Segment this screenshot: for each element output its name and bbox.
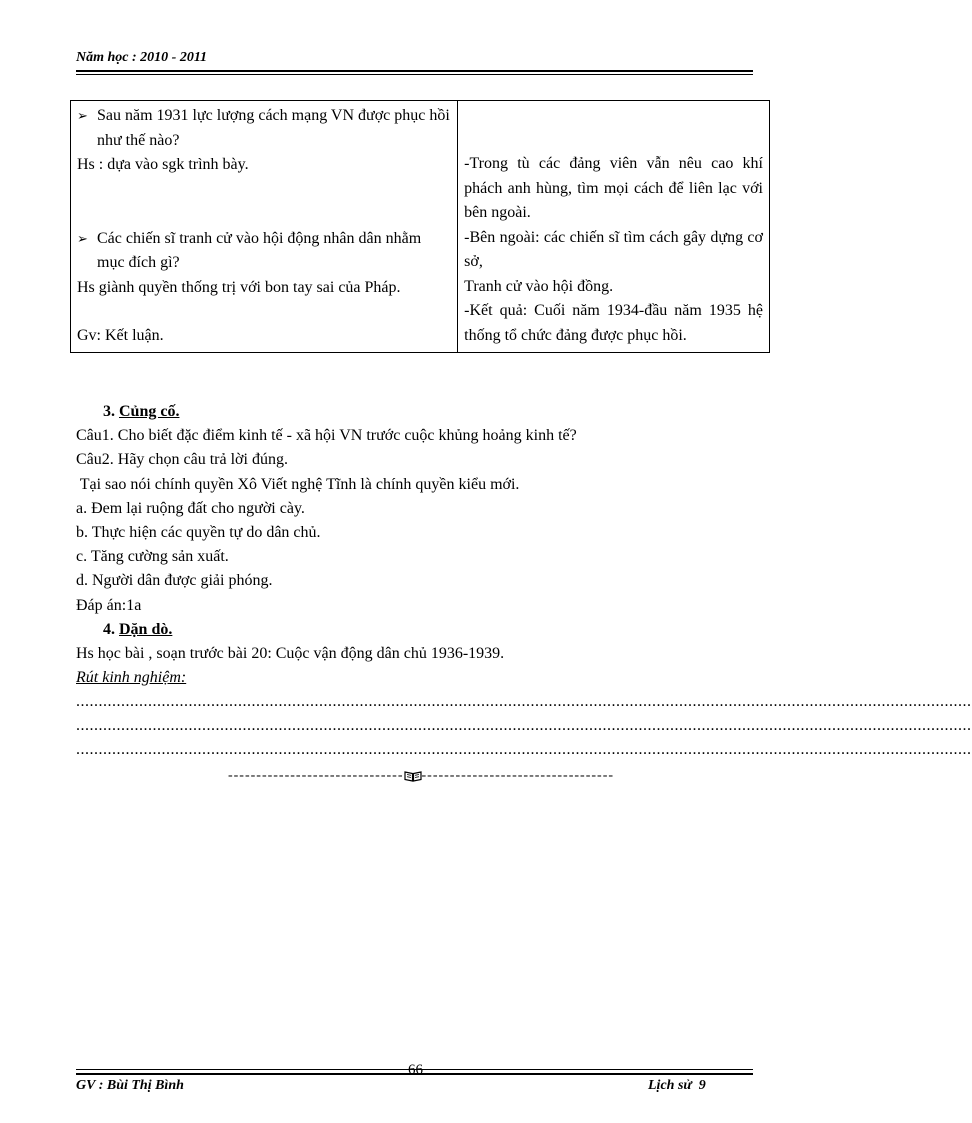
content-point-1: -Trong tù các đảng viên vẫn nêu cao khí phách anh hùng, tìm mọi cách để liên lạc với bên ngoài. <box>464 155 763 221</box>
dotted-line: ....................................................................................................................................................................................................... <box>76 717 972 735</box>
question-1-text: Sau năm 1931 lực lượng cách mạng VN được phục hồi như thế nào? <box>97 107 450 149</box>
content-point-4: -Kết quả: Cuối năm 1934-đầu năm 1935 hệ thống tổ chức đảng được phục hồi. <box>464 302 763 344</box>
end-separator: ------------------------------- ---------------------------------- <box>227 768 615 784</box>
open-book-icon <box>404 770 422 782</box>
school-year-header: Năm học : 2010 - 2011 <box>76 50 208 65</box>
content-point-2: -Bên ngoài: các chiến sĩ tìm cách gây dựng cơ sở, <box>464 228 763 270</box>
section-3-title: Củng cố. <box>119 403 180 420</box>
arrow-bullet-icon: ➢ <box>77 230 88 246</box>
lesson-body <box>76 400 972 789</box>
review-label: Rút kinh nghiệm: <box>76 669 187 687</box>
subject-label: Lịch sử 9 <box>648 1078 706 1093</box>
arrow-bullet-icon: ➢ <box>77 108 88 123</box>
section-4-heading: 4. Dặn dò. <box>103 620 173 638</box>
header-rule-thick <box>76 70 753 72</box>
homework-line: Hs học bài , soạn trước bài 20: Cuộc vận động dân chủ 1936-1939. <box>76 645 505 663</box>
section-3-heading: 3. Củng cố. <box>103 403 180 420</box>
teacher-name: GV : Bùi Thị Bình <box>76 1078 184 1093</box>
question-line: Câu2. Hãy chọn câu trả lời đúng. <box>76 451 288 469</box>
answer-1: Hs : dựa vào sgk trình bày. <box>77 156 249 173</box>
question-1 <box>77 104 451 153</box>
teacher-activity-cell <box>71 101 458 353</box>
answer-key: Đáp án:1a <box>76 596 142 614</box>
section-4-title: Dặn dò. <box>119 620 173 638</box>
option-c: c. Tăng cường sản xuất. <box>76 548 229 566</box>
question-line: Tại sao nói chính quyền Xô Viết nghệ Tĩnh là chính quyền kiểu mới. <box>76 475 520 493</box>
question-2 <box>77 227 451 276</box>
dotted-line: ....................................................................................................................................................................................................... <box>76 741 972 759</box>
option-d: d. Người dân được giải phóng. <box>76 572 273 590</box>
content-cell <box>458 101 770 353</box>
question-2-text: Các chiến sĩ tranh cử vào hội động nhân dân nhằm mục đích gì? <box>97 229 422 271</box>
answer-2: Hs giành quyền thống trị với bon tay sai của Pháp. <box>77 278 401 296</box>
option-a: a. Đem lại ruộng đất cho người cày. <box>76 499 305 517</box>
page-number: 66 <box>408 1062 423 1078</box>
header-rule-thin <box>76 74 753 75</box>
content-point-3: Tranh cử vào hội đồng. <box>464 277 614 295</box>
option-b: b. Thực hiện các quyền tự do dân chủ. <box>76 524 321 542</box>
lesson-table <box>70 100 770 353</box>
question-line: Câu1. Cho biết đặc điểm kinh tế - xã hội VN trước cuộc khủng hoảng kinh tế? <box>76 427 577 445</box>
dotted-line: ....................................................................................................................................................................................................... <box>76 693 972 711</box>
teacher-conclusion: Gv: Kết luận. <box>77 327 164 344</box>
